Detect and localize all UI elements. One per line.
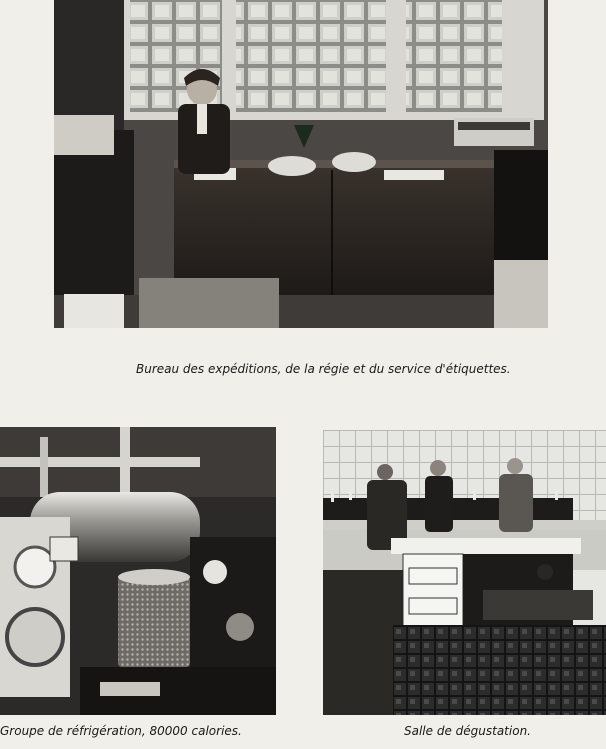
- refrigeration-photo: [0, 427, 276, 715]
- bleed-through-text: [150, 404, 606, 417]
- tasting-room-photo: [323, 430, 606, 715]
- office-photo: [54, 0, 548, 328]
- office-caption: Bureau des expéditions, de la régie et du service d'étiquettes.: [136, 362, 511, 376]
- tasting-caption: Salle de dégustation.: [404, 724, 531, 738]
- bleed-through-text: [150, 384, 606, 397]
- refrigeration-caption: Groupe de réfrigération, 80000 calories.: [0, 724, 242, 738]
